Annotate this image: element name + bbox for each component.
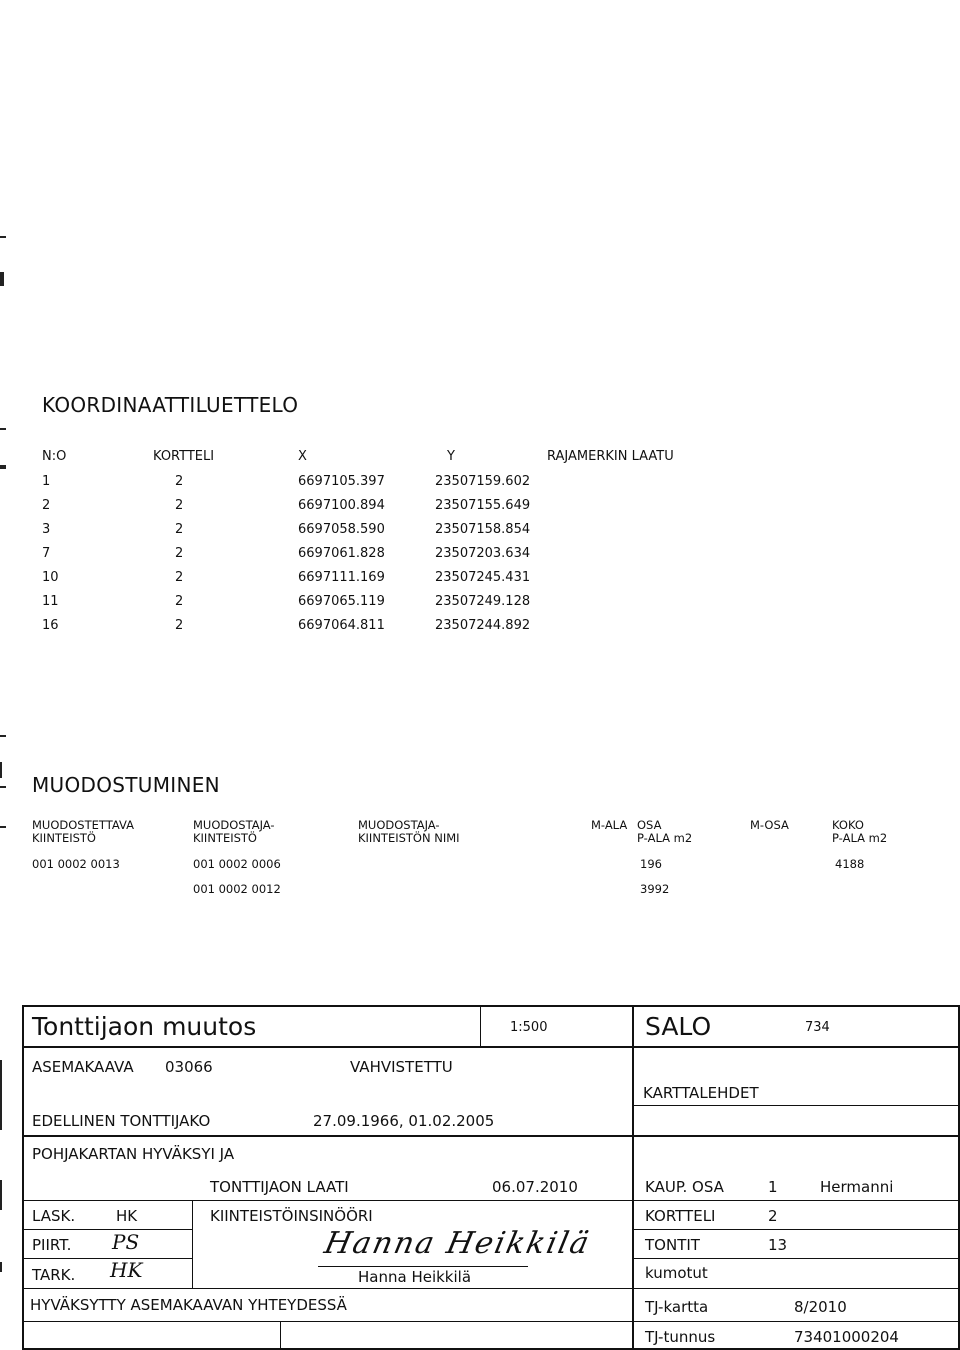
formed-property: 001 0002 0013 <box>32 857 120 871</box>
koko-p-ala: 4188 <box>835 857 865 871</box>
scale: 1:500 <box>510 1020 548 1035</box>
formation-header-name: KIINTEISTÖN NIMI <box>358 831 460 845</box>
coord-header-laatu: RAJAMERKIN LAATU <box>547 449 674 464</box>
formation-header-m-ala: M-ALA <box>591 818 628 832</box>
karttalehdet-label: KARTTALEHDET <box>643 1084 759 1102</box>
coord-row-kortteli: 2 <box>175 498 184 513</box>
scan-mark <box>0 786 6 788</box>
coord-row-no: 10 <box>42 570 59 585</box>
lask-value: HK <box>116 1207 138 1225</box>
scan-mark <box>0 1262 2 1272</box>
source-property: 001 0002 0012 <box>193 882 281 896</box>
lask-label: LASK. <box>32 1207 76 1225</box>
kortteli-value: 2 <box>768 1207 778 1225</box>
tontit-value: 13 <box>768 1236 788 1254</box>
tb-hline <box>22 1005 960 1007</box>
asemakaava-label: ASEMAKAAVA <box>32 1058 134 1076</box>
formation-header-osa: P-ALA m2 <box>637 831 693 845</box>
tb-hline <box>22 1046 960 1048</box>
tark-label: TARK. <box>32 1266 76 1284</box>
tb-hline <box>22 1321 960 1322</box>
coord-row-no: 2 <box>42 498 51 513</box>
coord-header-y: Y <box>447 449 455 464</box>
tb-vline <box>192 1200 193 1288</box>
tj-tunnus-label: TJ-tunnus <box>645 1328 716 1346</box>
kortteli-label: KORTTELI <box>645 1207 716 1225</box>
formation-header-osa: OSA <box>637 818 662 832</box>
formation-header-formed: KIINTEISTÖ <box>32 831 96 845</box>
coord-header-no: N:O <box>42 449 67 464</box>
coordinate-list-title: KOORDINAATTILUETTELO <box>42 393 299 417</box>
coord-row-x: 6697100.894 <box>298 498 385 513</box>
tb-hline <box>22 1200 960 1201</box>
hyvaksytty-label: HYVÄKSYTTY ASEMAKAAVAN YHTEYDESSÄ <box>30 1296 347 1314</box>
coord-row-kortteli: 2 <box>175 570 184 585</box>
tj-kartta-label: TJ-kartta <box>645 1298 709 1316</box>
coord-row-no: 1 <box>42 474 51 489</box>
scan-mark <box>0 826 6 828</box>
scan-mark <box>0 1060 2 1130</box>
formation-header-koko: P-ALA m2 <box>832 831 888 845</box>
coord-header-x: X <box>298 449 307 464</box>
coord-row-no: 7 <box>42 546 51 561</box>
signature-line <box>318 1266 528 1267</box>
tb-vline <box>958 1005 960 1349</box>
pohjakartan-label: POHJAKARTAN HYVÄKSYI JA <box>32 1145 235 1163</box>
coord-row-x: 6697065.119 <box>298 594 385 609</box>
tb-hline <box>22 1135 960 1137</box>
tb-vline <box>280 1321 281 1349</box>
tonttijaon-laati-label: TONTTIJAON LAATI <box>210 1178 349 1196</box>
source-osa-p-ala: 196 <box>640 857 662 871</box>
coord-header-kortteli: KORTTELI <box>153 449 215 464</box>
kumotut-label: kumotut <box>645 1264 708 1282</box>
coord-row-y: 23507158.854 <box>435 522 531 537</box>
scan-mark <box>0 1180 2 1210</box>
scan-mark <box>0 465 6 469</box>
scan-mark <box>0 735 6 737</box>
coord-row-x: 6697105.397 <box>298 474 385 489</box>
formation-header-source: KIINTEISTÖ <box>193 831 257 845</box>
signature: Hanna Heikkilä <box>321 1226 594 1261</box>
tontit-label: TONTIT <box>645 1236 700 1254</box>
laati-date: 06.07.2010 <box>492 1178 578 1196</box>
kaup-osa-number: 1 <box>768 1178 778 1196</box>
drawing-title: Tonttijaon muutos <box>32 1012 257 1041</box>
tark-initials: HK <box>110 1258 143 1282</box>
kiinteistoinsinoori-label: KIINTEISTÖINSINÖÖRI <box>210 1207 373 1225</box>
scan-mark <box>0 272 4 286</box>
coord-row-kortteli: 2 <box>175 618 184 633</box>
source-osa-p-ala: 3992 <box>640 882 670 896</box>
coord-row-x: 6697058.590 <box>298 522 385 537</box>
tb-vline <box>22 1005 24 1349</box>
edellinen-tonttijako-label: EDELLINEN TONTTIJAKO <box>32 1112 211 1130</box>
scan-mark <box>0 236 6 238</box>
coord-row-x: 6697064.811 <box>298 618 385 633</box>
coord-row-y: 23507159.602 <box>435 474 531 489</box>
edellinen-tonttijako-dates: 27.09.1966, 01.02.2005 <box>313 1112 495 1130</box>
piirt-initials: PS <box>112 1230 140 1254</box>
formation-title: MUODOSTUMINEN <box>32 773 220 797</box>
signer-name: Hanna Heikkilä <box>358 1268 472 1286</box>
scan-mark <box>0 428 6 430</box>
formation-header-source: MUODOSTAJA- <box>193 818 275 832</box>
piirt-label: PIIRT. <box>32 1236 72 1254</box>
formation-header-koko: KOKO <box>832 818 864 832</box>
kaup-osa-label: KAUP. OSA <box>645 1178 724 1196</box>
coord-row-no: 16 <box>42 618 59 633</box>
kaup-osa-name: Hermanni <box>820 1178 894 1196</box>
asemakaava-number: 03066 <box>165 1058 213 1076</box>
coord-row-y: 23507245.431 <box>435 570 531 585</box>
tb-hline <box>632 1229 960 1230</box>
formation-header-formed: MUODOSTETTAVA <box>32 818 134 832</box>
tb-hline <box>22 1258 192 1259</box>
coord-row-kortteli: 2 <box>175 594 184 609</box>
coord-row-y: 23507244.892 <box>435 618 531 633</box>
coord-row-kortteli: 2 <box>175 474 184 489</box>
formation-header-m-osa: M-OSA <box>750 818 789 832</box>
tb-hline <box>22 1288 960 1289</box>
coord-row-x: 6697061.828 <box>298 546 385 561</box>
coord-row-kortteli: 2 <box>175 522 184 537</box>
municipality-code: 734 <box>805 1020 830 1035</box>
coord-row-x: 6697111.169 <box>298 570 385 585</box>
tb-vline <box>480 1005 481 1046</box>
municipality: SALO <box>645 1012 712 1041</box>
coord-row-no: 3 <box>42 522 51 537</box>
tb-hline <box>632 1258 960 1259</box>
coord-row-y: 23507155.649 <box>435 498 531 513</box>
coord-row-no: 11 <box>42 594 59 609</box>
coord-row-y: 23507203.634 <box>435 546 531 561</box>
coord-row-y: 23507249.128 <box>435 594 531 609</box>
tb-vline <box>632 1005 634 1349</box>
scan-mark <box>0 762 2 778</box>
vahvistettu-label: VAHVISTETTU <box>350 1058 453 1076</box>
tb-hline <box>632 1105 960 1106</box>
source-property: 001 0002 0006 <box>193 857 281 871</box>
coord-row-kortteli: 2 <box>175 546 184 561</box>
tb-hline <box>22 1229 192 1230</box>
tj-tunnus-value: 73401000204 <box>794 1328 899 1346</box>
tb-hline <box>22 1348 960 1350</box>
formation-header-name: MUODOSTAJA- <box>358 818 440 832</box>
tj-kartta-value: 8/2010 <box>794 1298 847 1316</box>
